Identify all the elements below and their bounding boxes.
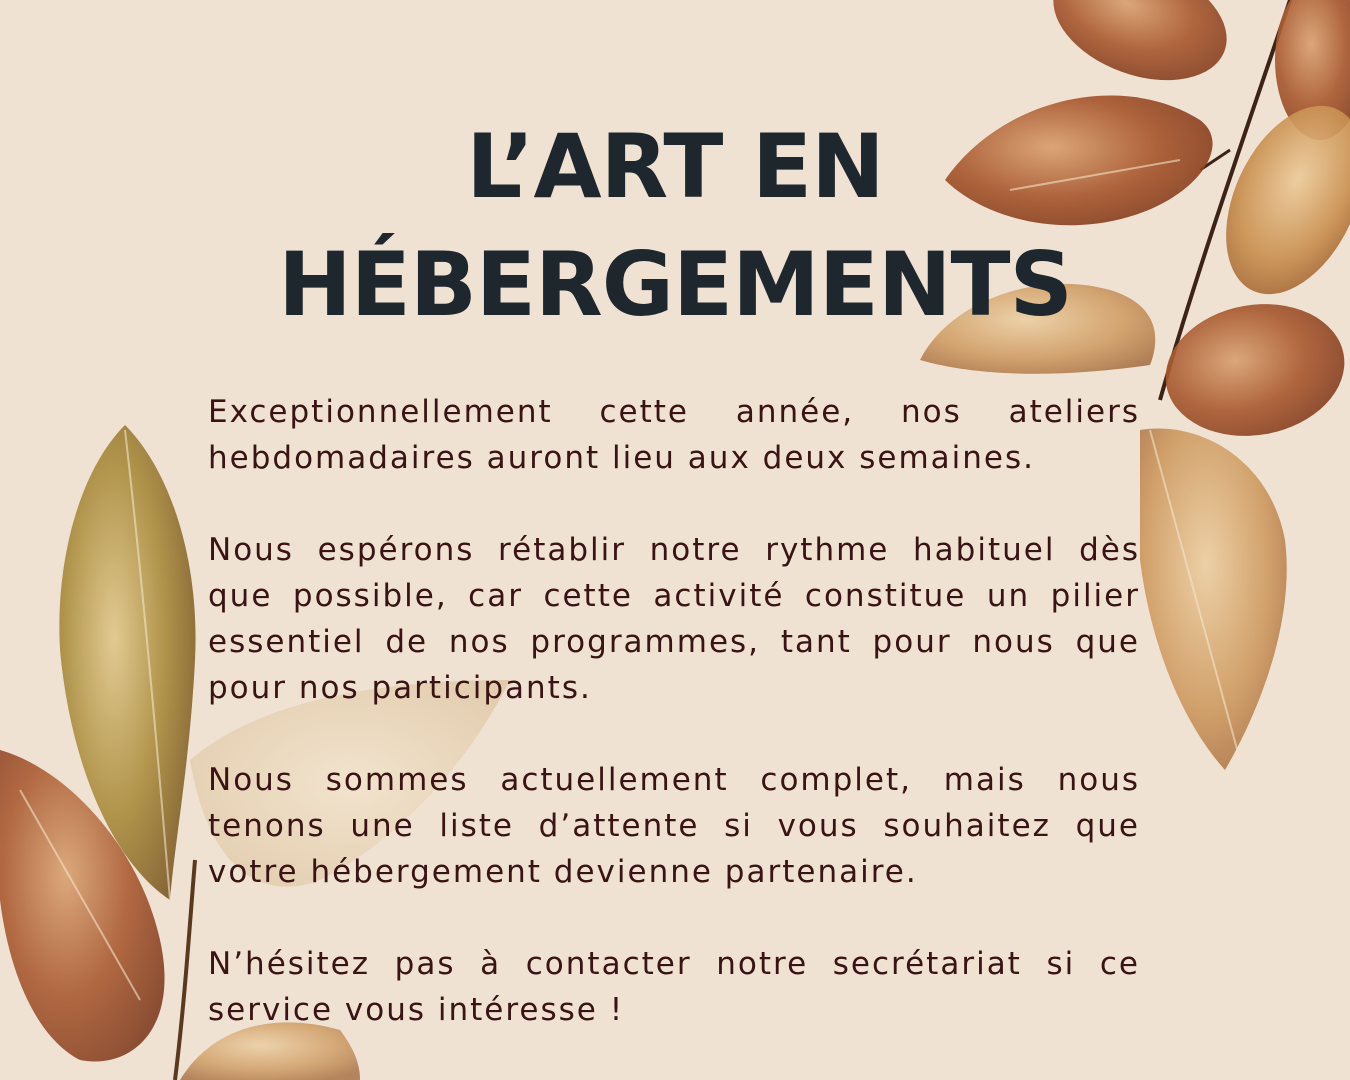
leaf: [1140, 428, 1287, 770]
title-line-1: L’ART EN: [466, 115, 884, 218]
leaf: [1037, 0, 1244, 102]
page-title: [0, 108, 1350, 344]
paragraph-waiting-list: Nous sommes actuellement complet, mais nous tenons une liste d’attente si vous souhaitez que votre hébergement devienne partenaire.: [208, 762, 1140, 890]
paragraph-contact: N’hésitez pas à contacter notre secrétariat si ce service vous intéresse !: [208, 946, 1140, 1028]
paragraph-schedule-change: Exceptionnellement cette année, nos ateliers hebdomadaires auront lieu aux deux semaines.: [208, 394, 1140, 476]
paragraph-rhythm: Nous espérons rétablir notre rythme habituel dès que possible, car cette activité constitue un pilier essentiel de nos programmes, tant pour nous que pour nos participants.: [208, 532, 1140, 706]
branch-stem: [175, 860, 195, 1080]
title-line-2: HÉBERGEMENTS: [278, 233, 1072, 336]
announcement-body: [208, 389, 1140, 1033]
